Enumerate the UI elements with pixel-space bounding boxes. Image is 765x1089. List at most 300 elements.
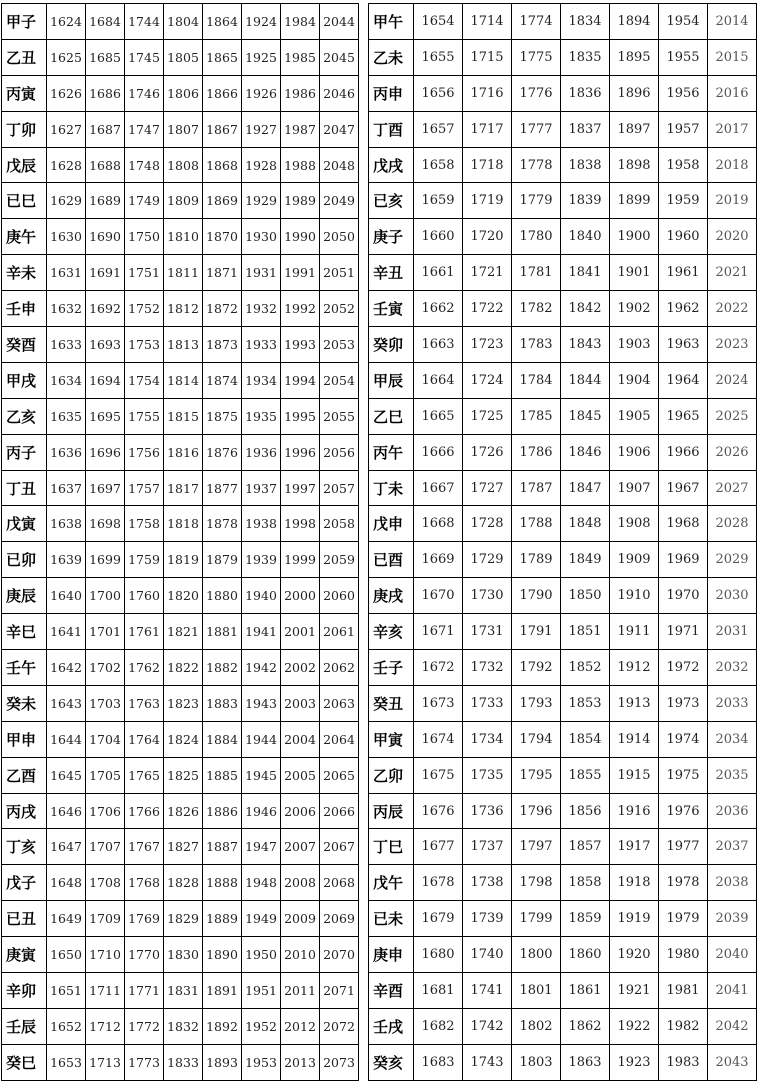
right-year-cell: 1786 bbox=[512, 434, 561, 470]
left-ganzhi-label: 丙子 bbox=[2, 434, 47, 470]
right-year-cell: 2020 bbox=[708, 219, 757, 255]
left-year-cell: 1942 bbox=[242, 650, 281, 686]
right-year-cell: 1800 bbox=[512, 937, 561, 973]
left-year-cell: 1752 bbox=[125, 291, 164, 327]
right-year-cell: 1979 bbox=[659, 901, 708, 937]
right-year-cell: 1673 bbox=[414, 685, 463, 721]
right-year-cell: 1778 bbox=[512, 147, 561, 183]
left-year-cell: 2001 bbox=[281, 614, 320, 650]
right-year-cell: 1661 bbox=[414, 255, 463, 291]
left-year-cell: 1684 bbox=[86, 4, 125, 40]
left-year-cell: 1826 bbox=[164, 793, 203, 829]
left-ganzhi-label: 已丑 bbox=[2, 901, 47, 937]
right-year-cell: 1722 bbox=[463, 291, 512, 327]
right-year-cell: 1922 bbox=[610, 1008, 659, 1044]
right-year-cell: 1672 bbox=[414, 650, 463, 686]
left-year-cell: 1925 bbox=[242, 39, 281, 75]
left-year-cell: 1938 bbox=[242, 506, 281, 542]
right-year-cell: 1838 bbox=[561, 147, 610, 183]
table-row bbox=[2, 829, 757, 865]
left-year-cell: 1700 bbox=[86, 578, 125, 614]
left-year-cell: 1627 bbox=[47, 111, 86, 147]
left-year-cell: 1712 bbox=[86, 1008, 125, 1044]
table-row bbox=[2, 542, 757, 578]
right-year-cell: 1844 bbox=[561, 362, 610, 398]
left-year-cell: 1760 bbox=[125, 578, 164, 614]
right-year-cell: 1717 bbox=[463, 111, 512, 147]
right-year-cell: 1905 bbox=[610, 398, 659, 434]
left-year-cell: 1945 bbox=[242, 757, 281, 793]
right-ganzhi-label: 乙未 bbox=[369, 39, 414, 75]
right-year-cell: 1671 bbox=[414, 614, 463, 650]
right-year-cell: 1837 bbox=[561, 111, 610, 147]
right-ganzhi-label: 癸亥 bbox=[369, 1044, 414, 1080]
left-ganzhi-label: 已卯 bbox=[2, 542, 47, 578]
right-year-cell: 1737 bbox=[463, 829, 512, 865]
left-ganzhi-label: 丙寅 bbox=[2, 75, 47, 111]
right-year-cell: 1962 bbox=[659, 291, 708, 327]
left-year-cell: 1755 bbox=[125, 398, 164, 434]
right-year-cell: 2021 bbox=[708, 255, 757, 291]
left-year-cell: 2051 bbox=[320, 255, 359, 291]
left-year-cell: 2062 bbox=[320, 650, 359, 686]
left-year-cell: 2004 bbox=[281, 721, 320, 757]
right-year-cell: 2041 bbox=[708, 973, 757, 1009]
right-year-cell: 1784 bbox=[512, 362, 561, 398]
left-year-cell: 1869 bbox=[203, 183, 242, 219]
left-year-cell: 1699 bbox=[86, 542, 125, 578]
left-year-cell: 1994 bbox=[281, 362, 320, 398]
right-year-cell: 1862 bbox=[561, 1008, 610, 1044]
right-year-cell: 1736 bbox=[463, 793, 512, 829]
right-year-cell: 1656 bbox=[414, 75, 463, 111]
left-year-cell: 1928 bbox=[242, 147, 281, 183]
left-year-cell: 2072 bbox=[320, 1008, 359, 1044]
left-year-cell: 1824 bbox=[164, 721, 203, 757]
left-year-cell: 1891 bbox=[203, 973, 242, 1009]
left-year-cell: 1950 bbox=[242, 937, 281, 973]
left-year-cell: 1689 bbox=[86, 183, 125, 219]
right-year-cell: 1847 bbox=[561, 470, 610, 506]
left-ganzhi-label: 甲子 bbox=[2, 4, 47, 40]
left-year-cell: 1758 bbox=[125, 506, 164, 542]
left-year-cell: 1934 bbox=[242, 362, 281, 398]
right-year-cell: 1796 bbox=[512, 793, 561, 829]
left-year-cell: 1748 bbox=[125, 147, 164, 183]
right-ganzhi-label: 癸丑 bbox=[369, 685, 414, 721]
left-year-cell: 2013 bbox=[281, 1044, 320, 1080]
column-separator bbox=[359, 578, 369, 614]
left-year-cell: 1705 bbox=[86, 757, 125, 793]
left-year-cell: 1931 bbox=[242, 255, 281, 291]
left-year-cell: 1875 bbox=[203, 398, 242, 434]
right-ganzhi-label: 壬戌 bbox=[369, 1008, 414, 1044]
right-year-cell: 1903 bbox=[610, 327, 659, 363]
right-year-cell: 1658 bbox=[414, 147, 463, 183]
left-year-cell: 1949 bbox=[242, 901, 281, 937]
left-year-cell: 1948 bbox=[242, 865, 281, 901]
left-year-cell: 2045 bbox=[320, 39, 359, 75]
left-year-cell: 1888 bbox=[203, 865, 242, 901]
left-year-cell: 1993 bbox=[281, 327, 320, 363]
left-year-cell: 2069 bbox=[320, 901, 359, 937]
left-year-cell: 2048 bbox=[320, 147, 359, 183]
right-year-cell: 1856 bbox=[561, 793, 610, 829]
column-separator bbox=[359, 685, 369, 721]
left-year-cell: 1643 bbox=[47, 685, 86, 721]
right-year-cell: 1719 bbox=[463, 183, 512, 219]
left-year-cell: 1821 bbox=[164, 614, 203, 650]
left-year-cell: 1930 bbox=[242, 219, 281, 255]
left-year-cell: 1698 bbox=[86, 506, 125, 542]
right-year-cell: 2031 bbox=[708, 614, 757, 650]
right-year-cell: 1659 bbox=[414, 183, 463, 219]
left-ganzhi-label: 庚午 bbox=[2, 219, 47, 255]
right-year-cell: 1723 bbox=[463, 327, 512, 363]
left-year-cell: 2067 bbox=[320, 829, 359, 865]
left-year-cell: 2070 bbox=[320, 937, 359, 973]
left-year-cell: 2055 bbox=[320, 398, 359, 434]
table-row bbox=[2, 291, 757, 327]
left-year-cell: 1649 bbox=[47, 901, 86, 937]
right-ganzhi-label: 已酉 bbox=[369, 542, 414, 578]
left-year-cell: 1697 bbox=[86, 470, 125, 506]
right-year-cell: 1776 bbox=[512, 75, 561, 111]
left-year-cell: 2007 bbox=[281, 829, 320, 865]
right-year-cell: 1775 bbox=[512, 39, 561, 75]
left-year-cell: 1747 bbox=[125, 111, 164, 147]
right-year-cell: 1738 bbox=[463, 865, 512, 901]
right-year-cell: 1683 bbox=[414, 1044, 463, 1080]
left-year-cell: 2011 bbox=[281, 973, 320, 1009]
right-year-cell: 1906 bbox=[610, 434, 659, 470]
right-year-cell: 1863 bbox=[561, 1044, 610, 1080]
left-year-cell: 1816 bbox=[164, 434, 203, 470]
table-row bbox=[2, 1044, 757, 1080]
left-year-cell: 2057 bbox=[320, 470, 359, 506]
right-year-cell: 1983 bbox=[659, 1044, 708, 1080]
right-year-cell: 1654 bbox=[414, 4, 463, 40]
right-year-cell: 1920 bbox=[610, 937, 659, 973]
right-year-cell: 1912 bbox=[610, 650, 659, 686]
left-year-cell: 2050 bbox=[320, 219, 359, 255]
column-separator bbox=[359, 937, 369, 973]
right-year-cell: 2022 bbox=[708, 291, 757, 327]
right-ganzhi-label: 丙午 bbox=[369, 434, 414, 470]
left-year-cell: 2052 bbox=[320, 291, 359, 327]
right-year-cell: 1780 bbox=[512, 219, 561, 255]
column-separator bbox=[359, 614, 369, 650]
right-year-cell: 1894 bbox=[610, 4, 659, 40]
left-year-cell: 1936 bbox=[242, 434, 281, 470]
right-year-cell: 1919 bbox=[610, 901, 659, 937]
table-row bbox=[2, 901, 757, 937]
right-year-cell: 1981 bbox=[659, 973, 708, 1009]
right-year-cell: 1977 bbox=[659, 829, 708, 865]
left-year-cell: 1991 bbox=[281, 255, 320, 291]
left-year-cell: 1713 bbox=[86, 1044, 125, 1080]
right-year-cell: 2025 bbox=[708, 398, 757, 434]
left-ganzhi-label: 戊子 bbox=[2, 865, 47, 901]
right-year-cell: 1728 bbox=[463, 506, 512, 542]
left-year-cell: 1877 bbox=[203, 470, 242, 506]
right-year-cell: 1791 bbox=[512, 614, 561, 650]
left-ganzhi-label: 丁亥 bbox=[2, 829, 47, 865]
left-year-cell: 1946 bbox=[242, 793, 281, 829]
right-ganzhi-label: 乙卯 bbox=[369, 757, 414, 793]
column-separator bbox=[359, 650, 369, 686]
right-year-cell: 2034 bbox=[708, 721, 757, 757]
table-row bbox=[2, 937, 757, 973]
right-year-cell: 1913 bbox=[610, 685, 659, 721]
left-ganzhi-label: 辛未 bbox=[2, 255, 47, 291]
right-year-cell: 1858 bbox=[561, 865, 610, 901]
left-year-cell: 2047 bbox=[320, 111, 359, 147]
left-year-cell: 1767 bbox=[125, 829, 164, 865]
left-year-cell: 1764 bbox=[125, 721, 164, 757]
left-year-cell: 1940 bbox=[242, 578, 281, 614]
right-year-cell: 2033 bbox=[708, 685, 757, 721]
right-year-cell: 1969 bbox=[659, 542, 708, 578]
right-ganzhi-label: 辛丑 bbox=[369, 255, 414, 291]
left-year-cell: 1628 bbox=[47, 147, 86, 183]
left-year-cell: 1984 bbox=[281, 4, 320, 40]
right-year-cell: 1660 bbox=[414, 219, 463, 255]
right-year-cell: 1901 bbox=[610, 255, 659, 291]
right-year-cell: 1663 bbox=[414, 327, 463, 363]
right-year-cell: 1733 bbox=[463, 685, 512, 721]
left-year-cell: 2059 bbox=[320, 542, 359, 578]
left-year-cell: 1935 bbox=[242, 398, 281, 434]
left-year-cell: 1694 bbox=[86, 362, 125, 398]
left-year-cell: 1804 bbox=[164, 4, 203, 40]
right-year-cell: 1852 bbox=[561, 650, 610, 686]
right-year-cell: 1779 bbox=[512, 183, 561, 219]
right-year-cell: 1675 bbox=[414, 757, 463, 793]
right-year-cell: 1978 bbox=[659, 865, 708, 901]
right-year-cell: 1850 bbox=[561, 578, 610, 614]
right-year-cell: 1801 bbox=[512, 973, 561, 1009]
column-separator bbox=[359, 829, 369, 865]
column-separator bbox=[359, 75, 369, 111]
right-ganzhi-label: 甲辰 bbox=[369, 362, 414, 398]
left-year-cell: 1817 bbox=[164, 470, 203, 506]
right-ganzhi-label: 丁未 bbox=[369, 470, 414, 506]
column-separator bbox=[359, 1044, 369, 1080]
right-year-cell: 1662 bbox=[414, 291, 463, 327]
right-year-cell: 1774 bbox=[512, 4, 561, 40]
left-year-cell: 1941 bbox=[242, 614, 281, 650]
left-year-cell: 1832 bbox=[164, 1008, 203, 1044]
table-row bbox=[2, 111, 757, 147]
table-row bbox=[2, 75, 757, 111]
left-year-cell: 1773 bbox=[125, 1044, 164, 1080]
right-year-cell: 1916 bbox=[610, 793, 659, 829]
table-row bbox=[2, 865, 757, 901]
right-ganzhi-label: 乙巳 bbox=[369, 398, 414, 434]
left-year-cell: 1754 bbox=[125, 362, 164, 398]
right-ganzhi-label: 已亥 bbox=[369, 183, 414, 219]
left-year-cell: 1883 bbox=[203, 685, 242, 721]
right-year-cell: 1954 bbox=[659, 4, 708, 40]
column-separator bbox=[359, 506, 369, 542]
right-year-cell: 1899 bbox=[610, 183, 659, 219]
left-year-cell: 1696 bbox=[86, 434, 125, 470]
left-ganzhi-label: 甲申 bbox=[2, 721, 47, 757]
left-year-cell: 1893 bbox=[203, 1044, 242, 1080]
column-separator bbox=[359, 757, 369, 793]
right-year-cell: 1956 bbox=[659, 75, 708, 111]
right-year-cell: 1846 bbox=[561, 434, 610, 470]
left-year-cell: 1996 bbox=[281, 434, 320, 470]
left-year-cell: 1944 bbox=[242, 721, 281, 757]
right-year-cell: 1921 bbox=[610, 973, 659, 1009]
left-year-cell: 2046 bbox=[320, 75, 359, 111]
left-year-cell: 1704 bbox=[86, 721, 125, 757]
right-year-cell: 2017 bbox=[708, 111, 757, 147]
right-year-cell: 1666 bbox=[414, 434, 463, 470]
right-year-cell: 1835 bbox=[561, 39, 610, 75]
right-year-cell: 1897 bbox=[610, 111, 659, 147]
left-year-cell: 1637 bbox=[47, 470, 86, 506]
left-year-cell: 1995 bbox=[281, 398, 320, 434]
right-ganzhi-label: 丁巳 bbox=[369, 829, 414, 865]
column-separator bbox=[359, 721, 369, 757]
right-year-cell: 2042 bbox=[708, 1008, 757, 1044]
right-year-cell: 2035 bbox=[708, 757, 757, 793]
left-year-cell: 1830 bbox=[164, 937, 203, 973]
table-row bbox=[2, 147, 757, 183]
right-year-cell: 1861 bbox=[561, 973, 610, 1009]
left-year-cell: 1937 bbox=[242, 470, 281, 506]
right-year-cell: 1975 bbox=[659, 757, 708, 793]
right-ganzhi-label: 戊午 bbox=[369, 865, 414, 901]
right-year-cell: 1742 bbox=[463, 1008, 512, 1044]
right-year-cell: 1900 bbox=[610, 219, 659, 255]
right-year-cell: 2037 bbox=[708, 829, 757, 865]
right-year-cell: 1714 bbox=[463, 4, 512, 40]
table-row bbox=[2, 219, 757, 255]
right-year-cell: 1727 bbox=[463, 470, 512, 506]
column-separator bbox=[359, 542, 369, 578]
right-year-cell: 1914 bbox=[610, 721, 659, 757]
right-year-cell: 2040 bbox=[708, 937, 757, 973]
left-year-cell: 1639 bbox=[47, 542, 86, 578]
left-year-cell: 1878 bbox=[203, 506, 242, 542]
left-year-cell: 1629 bbox=[47, 183, 86, 219]
column-separator bbox=[359, 183, 369, 219]
right-year-cell: 1960 bbox=[659, 219, 708, 255]
left-year-cell: 1711 bbox=[86, 973, 125, 1009]
left-year-cell: 1632 bbox=[47, 291, 86, 327]
right-ganzhi-label: 辛酉 bbox=[369, 973, 414, 1009]
left-year-cell: 1989 bbox=[281, 183, 320, 219]
left-year-cell: 1822 bbox=[164, 650, 203, 686]
left-year-cell: 1808 bbox=[164, 147, 203, 183]
left-year-cell: 1885 bbox=[203, 757, 242, 793]
left-year-cell: 1809 bbox=[164, 183, 203, 219]
right-year-cell: 1849 bbox=[561, 542, 610, 578]
right-year-cell: 1836 bbox=[561, 75, 610, 111]
right-year-cell: 1918 bbox=[610, 865, 659, 901]
left-year-cell: 1884 bbox=[203, 721, 242, 757]
left-year-cell: 1887 bbox=[203, 829, 242, 865]
left-year-cell: 1881 bbox=[203, 614, 242, 650]
right-year-cell: 1803 bbox=[512, 1044, 561, 1080]
column-separator bbox=[359, 434, 369, 470]
left-year-cell: 1990 bbox=[281, 219, 320, 255]
left-year-cell: 1988 bbox=[281, 147, 320, 183]
right-year-cell: 1777 bbox=[512, 111, 561, 147]
left-ganzhi-label: 庚寅 bbox=[2, 937, 47, 973]
left-ganzhi-label: 丁丑 bbox=[2, 470, 47, 506]
left-year-cell: 1951 bbox=[242, 973, 281, 1009]
right-year-cell: 2030 bbox=[708, 578, 757, 614]
column-separator bbox=[359, 111, 369, 147]
right-year-cell: 2024 bbox=[708, 362, 757, 398]
left-year-cell: 2049 bbox=[320, 183, 359, 219]
left-year-cell: 1749 bbox=[125, 183, 164, 219]
left-year-cell: 1762 bbox=[125, 650, 164, 686]
left-year-cell: 1707 bbox=[86, 829, 125, 865]
right-ganzhi-label: 辛亥 bbox=[369, 614, 414, 650]
left-year-cell: 2066 bbox=[320, 793, 359, 829]
left-ganzhi-label: 辛巳 bbox=[2, 614, 47, 650]
left-year-cell: 1644 bbox=[47, 721, 86, 757]
right-year-cell: 1782 bbox=[512, 291, 561, 327]
left-year-cell: 1708 bbox=[86, 865, 125, 901]
table-row bbox=[2, 614, 757, 650]
right-year-cell: 1799 bbox=[512, 901, 561, 937]
left-year-cell: 1870 bbox=[203, 219, 242, 255]
right-year-cell: 1851 bbox=[561, 614, 610, 650]
left-year-cell: 2012 bbox=[281, 1008, 320, 1044]
column-separator bbox=[359, 973, 369, 1009]
right-year-cell: 1679 bbox=[414, 901, 463, 937]
right-year-cell: 1781 bbox=[512, 255, 561, 291]
right-year-cell: 1670 bbox=[414, 578, 463, 614]
right-year-cell: 1854 bbox=[561, 721, 610, 757]
right-year-cell: 1923 bbox=[610, 1044, 659, 1080]
left-year-cell: 1706 bbox=[86, 793, 125, 829]
left-year-cell: 1814 bbox=[164, 362, 203, 398]
left-year-cell: 1769 bbox=[125, 901, 164, 937]
left-year-cell: 1772 bbox=[125, 1008, 164, 1044]
left-year-cell: 2010 bbox=[281, 937, 320, 973]
right-year-cell: 2016 bbox=[708, 75, 757, 111]
left-year-cell: 2073 bbox=[320, 1044, 359, 1080]
right-year-cell: 1915 bbox=[610, 757, 659, 793]
left-ganzhi-label: 壬申 bbox=[2, 291, 47, 327]
column-separator bbox=[359, 470, 369, 506]
right-year-cell: 1957 bbox=[659, 111, 708, 147]
right-year-cell: 1965 bbox=[659, 398, 708, 434]
left-year-cell: 1939 bbox=[242, 542, 281, 578]
right-year-cell: 1845 bbox=[561, 398, 610, 434]
table-row bbox=[2, 4, 757, 40]
left-ganzhi-label: 已巳 bbox=[2, 183, 47, 219]
left-year-cell: 1879 bbox=[203, 542, 242, 578]
left-year-cell: 1691 bbox=[86, 255, 125, 291]
right-year-cell: 1857 bbox=[561, 829, 610, 865]
left-year-cell: 1635 bbox=[47, 398, 86, 434]
left-year-cell: 1805 bbox=[164, 39, 203, 75]
right-year-cell: 1853 bbox=[561, 685, 610, 721]
left-year-cell: 1867 bbox=[203, 111, 242, 147]
right-ganzhi-label: 戊戌 bbox=[369, 147, 414, 183]
table-row bbox=[2, 1008, 757, 1044]
left-ganzhi-label: 辛卯 bbox=[2, 973, 47, 1009]
